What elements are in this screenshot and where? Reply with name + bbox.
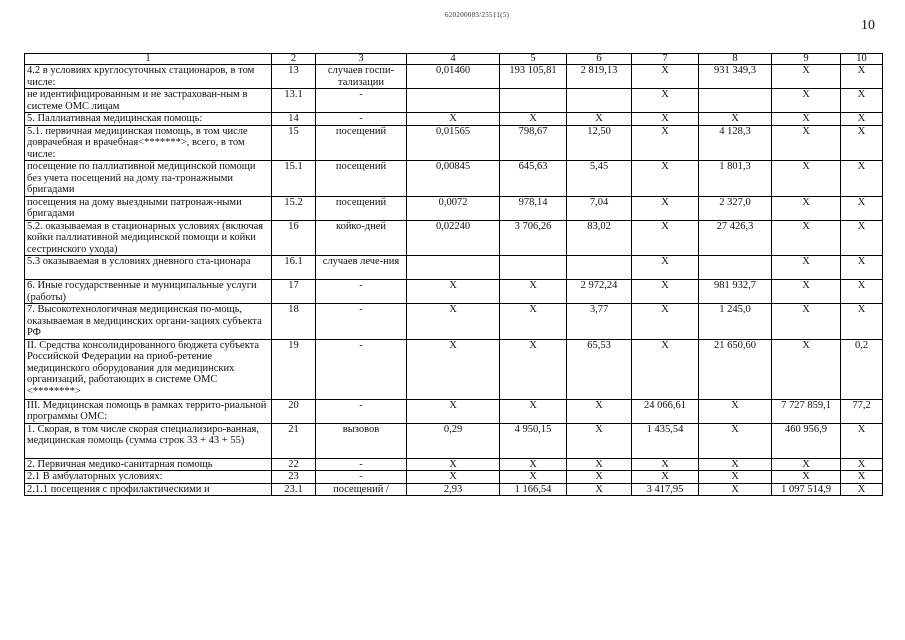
table-cell: 1 097 514,9 [772,483,841,496]
table-cell: X [699,113,772,126]
row-label-cell: 2. Первичная медико-санитарная помощь [25,458,272,471]
table-cell: X [632,256,699,280]
table-cell [567,256,632,280]
table-cell [407,89,500,113]
table-cell: X [841,483,883,496]
table-cell: X [772,304,841,340]
row-label-cell: 4.2 в условиях круглосуточных стационаров, в том числе: [25,65,272,89]
table-cell: 3,77 [567,304,632,340]
table-cell: 1 245,0 [699,304,772,340]
table-cell: койко-дней [316,220,407,256]
table-row [25,125,883,161]
row-label-cell: не идентифицированным и не застрахован-ным в системе ОМС лицам [25,89,272,113]
table-cell: X [841,113,883,126]
table-cell: вызовов [316,423,407,458]
table-cell: 65,53 [567,339,632,399]
table-cell: случаев госпи-тализации [316,65,407,89]
table-row [25,280,883,304]
table-cell: X [500,339,567,399]
table-cell: 21 650,60 [699,339,772,399]
table-cell: 27 426,3 [699,220,772,256]
table-cell: X [632,125,699,161]
table-cell: X [841,256,883,280]
table-cell: X [772,471,841,484]
table-row [25,399,883,423]
table-cell: X [500,471,567,484]
table-cell: X [407,304,500,340]
table-cell: 16.1 [272,256,316,280]
row-label-cell: 5.1. первичная медицинская помощь, в том числе доврачебная и врачебная<*******>, всего, в том числе: [25,125,272,161]
table-cell: X [500,458,567,471]
column-number-cell: 1 [25,54,272,65]
table-cell: 14 [272,113,316,126]
column-number-cell: 4 [407,54,500,65]
table-cell: 1 801,3 [699,161,772,197]
table-cell: X [699,399,772,423]
table-cell: 0,01565 [407,125,500,161]
table-cell: 2 327,0 [699,196,772,220]
table-row [25,65,883,89]
table-cell: X [699,471,772,484]
column-number-cell: 6 [567,54,632,65]
table-row [25,483,883,496]
table-cell: 0,00845 [407,161,500,197]
table-cell: X [699,423,772,458]
table-cell [500,256,567,280]
table-cell: 22 [272,458,316,471]
table-cell: 645,63 [500,161,567,197]
table-cell: 4 950,15 [500,423,567,458]
table-cell: 3 417,95 [632,483,699,496]
table-cell: X [699,483,772,496]
table-cell: X [500,399,567,423]
table-cell: посещений [316,161,407,197]
table-cell: X [407,471,500,484]
table-cell: 2 819,13 [567,65,632,89]
table-cell: случаев лече-ния [316,256,407,280]
table-cell: X [772,196,841,220]
table-cell: - [316,113,407,126]
table-cell: 1 166,54 [500,483,567,496]
column-number-cell: 9 [772,54,841,65]
table-cell: X [407,399,500,423]
table-cell: X [772,339,841,399]
table-cell: 17 [272,280,316,304]
table-cell: 4 128,3 [699,125,772,161]
table-cell: 0,29 [407,423,500,458]
row-label-cell: 5.3 оказываемая в условиях дневного ста-ционара [25,256,272,280]
column-number-cell: 10 [841,54,883,65]
table-row [25,423,883,458]
row-label-cell: 5. Паллиативная медицинская помощь: [25,113,272,126]
table-cell: 13 [272,65,316,89]
table-cell: 83,02 [567,220,632,256]
table-cell: 23.1 [272,483,316,496]
row-label-cell: II. Средства консолидированного бюджета субъекта Российской Федерации на приоб-ретение медицинского оборудования для медицинских организаций, работающих в системе ОМС <********> [25,339,272,399]
table-cell: X [407,458,500,471]
column-number-cell: 8 [699,54,772,65]
table-row [25,471,883,484]
table-cell: - [316,399,407,423]
table-cell: 77,2 [841,399,883,423]
row-label-cell: 7. Высокотехнологичная медицинская по-мощь, оказываемая в медицинских органи-зациях субъекта РФ [25,304,272,340]
table-cell: 21 [272,423,316,458]
table-cell: X [772,161,841,197]
table-cell: X [699,458,772,471]
table-cell: - [316,339,407,399]
table-cell: X [632,339,699,399]
table-cell: X [841,65,883,89]
table-cell: 2,93 [407,483,500,496]
table-cell: 0,01460 [407,65,500,89]
table-row [25,161,883,197]
table-cell [567,89,632,113]
row-label-cell: 2.1.1 посещения с профилактическими и [25,483,272,496]
table-cell [699,256,772,280]
table-cell: 0,0072 [407,196,500,220]
table-cell: 460 956,9 [772,423,841,458]
table-cell: X [407,280,500,304]
table-cell: - [316,89,407,113]
table-cell: X [841,423,883,458]
table-cell: X [632,471,699,484]
table-cell [699,89,772,113]
row-label-cell: 1. Скорая, в том числе скорая специализиро-ванная, медицинская помощь (сумма строк 33 + 43 + 55) [25,423,272,458]
table-cell: 16 [272,220,316,256]
table-cell: X [841,125,883,161]
table-cell: 7 727 859,1 [772,399,841,423]
table-cell: X [632,196,699,220]
table-cell: X [567,483,632,496]
row-label-cell: III. Медицинская помощь в рамках террито-риальной программы ОМС: [25,399,272,423]
table-cell: 19 [272,339,316,399]
table-cell: 15.2 [272,196,316,220]
table-cell: 20 [272,399,316,423]
table-cell: X [567,399,632,423]
table-cell: X [567,113,632,126]
table-cell: 15.1 [272,161,316,197]
table-cell: посещений / [316,483,407,496]
table-cell: X [632,280,699,304]
table-cell: X [772,113,841,126]
table-cell: 13.1 [272,89,316,113]
table-cell: X [841,471,883,484]
table-cell: X [567,471,632,484]
table-row [25,89,883,113]
table-row [25,256,883,280]
table-cell: X [772,256,841,280]
row-label-cell: посещение по паллиативной медицинской помощи без учета посещений на дому па-тронажными бригадами [25,161,272,197]
table-cell: посещений [316,196,407,220]
table-cell: X [772,89,841,113]
row-label-cell: 6. Иные государственные и муниципальные услуги (работы) [25,280,272,304]
table-cell: 981 932,7 [699,280,772,304]
table-cell: X [567,458,632,471]
table-cell: X [632,89,699,113]
table-cell [500,89,567,113]
table-cell: 5,45 [567,161,632,197]
table-cell: 24 066,61 [632,399,699,423]
table-row [25,196,883,220]
table-cell: - [316,458,407,471]
table-cell: X [632,458,699,471]
table-cell: X [841,304,883,340]
table-cell: 7,04 [567,196,632,220]
column-number-row [25,54,883,65]
table-cell [407,256,500,280]
table-cell: X [632,65,699,89]
table-cell: 0,2 [841,339,883,399]
table-cell: 1 435,54 [632,423,699,458]
table-cell: - [316,280,407,304]
column-number-cell: 2 [272,54,316,65]
table-cell: X [500,304,567,340]
row-label-cell: 5.2. оказываемая в стационарных условиях (включая койки паллиативной медицинской помощи и койки сестринского ухода) [25,220,272,256]
table-cell: X [500,280,567,304]
table-cell: 18 [272,304,316,340]
table-cell: 0,02240 [407,220,500,256]
table-cell: X [772,220,841,256]
page-number: 10 [861,18,875,33]
data-table [24,53,883,496]
table-cell: 12,50 [567,125,632,161]
table-cell: - [316,304,407,340]
table-row [25,220,883,256]
row-label-cell: 2.1 В амбулаторных условиях: [25,471,272,484]
table-cell: X [841,280,883,304]
table-cell: X [772,65,841,89]
table-cell: 798,67 [500,125,567,161]
table-row [25,304,883,340]
table-cell: X [632,113,699,126]
table-cell: 193 105,81 [500,65,567,89]
table-cell: 2 972,24 [567,280,632,304]
table-cell: X [632,304,699,340]
table-cell: X [500,113,567,126]
table-cell: X [407,339,500,399]
table-cell: посещений [316,125,407,161]
table-cell: X [407,113,500,126]
table-cell: X [841,161,883,197]
table-cell: X [632,161,699,197]
table-cell: 931 349,3 [699,65,772,89]
table-cell: X [841,196,883,220]
table-row [25,339,883,399]
table-cell: X [841,89,883,113]
table-cell: X [841,458,883,471]
table-cell: X [772,458,841,471]
row-label-cell: посещения на дому выездными патронаж-ными бригадами [25,196,272,220]
table-cell: 23 [272,471,316,484]
table-cell: X [772,125,841,161]
table-cell: 3 706,26 [500,220,567,256]
table-row [25,113,883,126]
table-cell: X [772,280,841,304]
table-row [25,458,883,471]
table-cell: X [632,220,699,256]
table-cell: 978,14 [500,196,567,220]
table-cell: X [567,423,632,458]
column-number-cell: 3 [316,54,407,65]
column-number-cell: 5 [500,54,567,65]
document-id: 620200083/25511(5) [445,11,510,19]
table-cell: X [841,220,883,256]
table-cell: - [316,471,407,484]
table-cell: 15 [272,125,316,161]
column-number-cell: 7 [632,54,699,65]
